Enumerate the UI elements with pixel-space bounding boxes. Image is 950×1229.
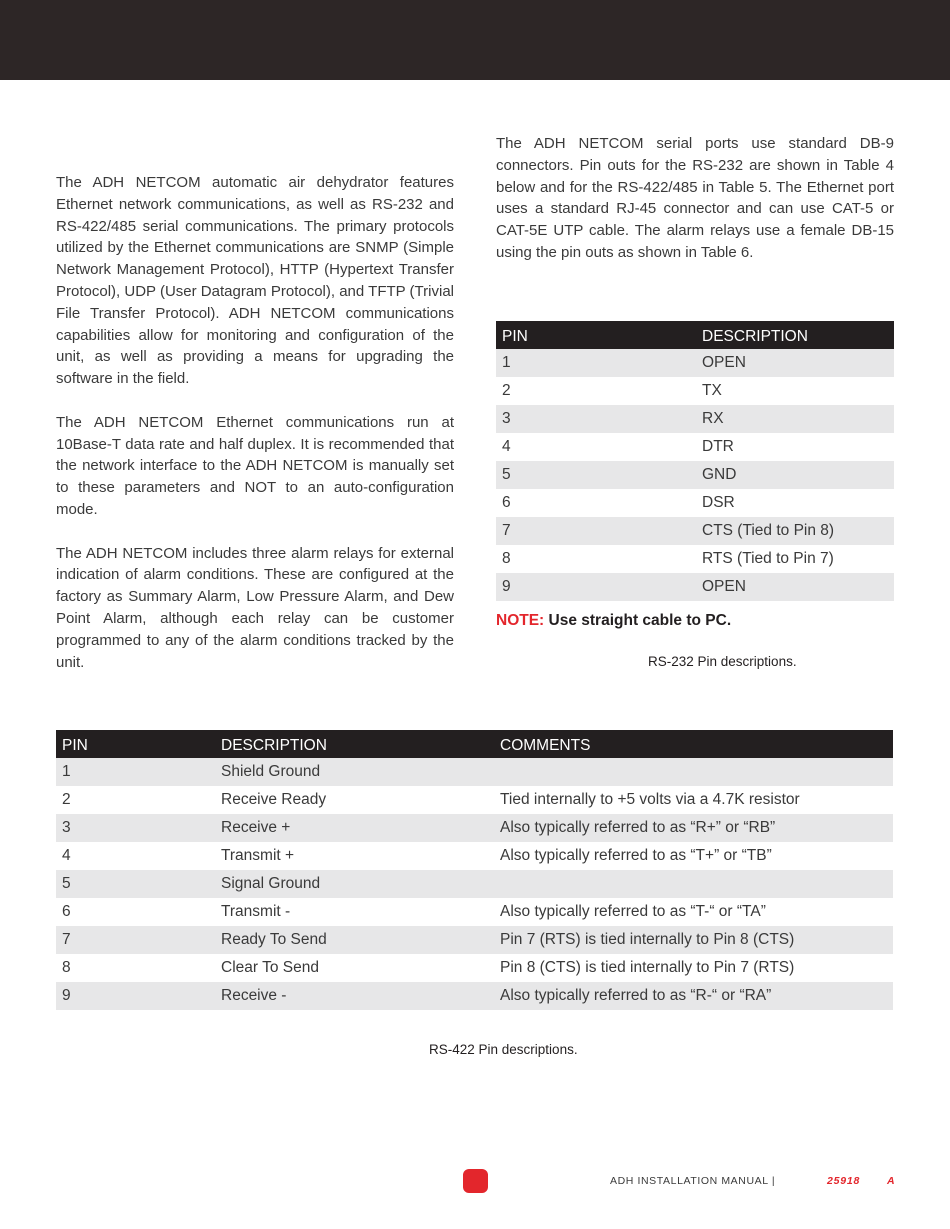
table-row — [496, 377, 894, 405]
description-cell: GND — [696, 461, 894, 489]
comments-cell: Tied internally to +5 volts via a 4.7K resistor — [500, 791, 800, 808]
pin-cell: 3 — [496, 405, 696, 433]
description-cell: Ready To Send — [215, 926, 494, 954]
description-cell: Receive + — [215, 814, 494, 842]
table-row — [496, 545, 894, 573]
table-row — [496, 573, 894, 601]
description-cell: DTR — [702, 438, 734, 455]
rs232-table-caption: RS-232 Pin descriptions. — [648, 654, 797, 669]
pin-cell: 2 — [62, 791, 71, 808]
ethernet-paragraph: The ADH NETCOM Ethernet communications run at 10Base-T data rate and half duplex. It is recommended that the network interface to the ADH NETCOM is manually set to these parameters and NOT to an auto-configuration mode. — [56, 413, 454, 518]
description-cell: CTS (Tied to Pin 8) — [696, 517, 894, 545]
intro-paragraph: The ADH NETCOM automatic air dehydrator features Ethernet network communications, as well as RS-232 and RS-422/485 serial communications. The primary protocols utilized by the Ethernet communications are SNMP (Simple Network Management Protocol), HTTP (Hypertext Transfer Protocol), UDP (User Datagram Protocol), and TFTP (Trivial File Transfer Protocol). ADH NETCOM communications capabilities allow for monitoring and configuration of the unit, as well as providing a means for upgrading the software in the field. — [56, 174, 454, 388]
pin-cell: 9 — [56, 982, 215, 1010]
column-header-pin: PIN — [496, 321, 696, 349]
comments-cell: Also typically referred to as “T+” or “TB” — [500, 847, 772, 864]
alarm-relays-paragraph: The ADH NETCOM includes three alarm relays for external indication of alarm conditions. These are configured at the factory as Summary Alarm, Low Pressure Alarm, and Dew Point Alarm, although each relay can be customer programmed to any of the alarm conditions tracked by the unit. — [56, 544, 454, 671]
cable-note — [496, 612, 731, 630]
table-row — [56, 786, 893, 814]
rs422-pin-table — [56, 730, 893, 1010]
column-header-description: DESCRIPTION — [215, 730, 494, 758]
footer-doc-number: 25918 — [827, 1175, 861, 1187]
description-cell: Receive Ready — [221, 791, 327, 808]
pin-cell: 7 — [496, 517, 696, 545]
description-cell: RX — [696, 405, 894, 433]
column-header-pin: PIN — [56, 730, 215, 758]
pin-cell: 8 — [62, 959, 71, 976]
footer-revision: A — [887, 1175, 895, 1187]
pin-cell: 4 — [502, 438, 511, 455]
pin-cell: 6 — [62, 903, 71, 920]
comments-cell: Also typically referred to as “R-“ or “RA” — [494, 982, 893, 1010]
table-row — [56, 926, 893, 954]
pin-cell: 2 — [502, 382, 511, 399]
table-row — [496, 461, 894, 489]
table-row — [496, 433, 894, 461]
table-row — [56, 758, 893, 786]
page-badge — [463, 1169, 488, 1193]
pin-cell: 6 — [502, 494, 511, 511]
pin-cell: 7 — [56, 926, 215, 954]
note-label: NOTE: — [496, 612, 545, 629]
description-cell: TX — [702, 382, 722, 399]
pin-cell: 8 — [502, 550, 511, 567]
description-cell: RTS (Tied to Pin 7) — [702, 550, 834, 567]
pin-cell: 1 — [56, 758, 215, 786]
left-text-column — [56, 172, 454, 695]
description-cell: Transmit + — [221, 847, 295, 864]
table-row — [496, 517, 894, 545]
description-cell: Signal Ground — [215, 870, 494, 898]
comments-cell — [494, 870, 893, 898]
description-cell: OPEN — [696, 573, 894, 601]
pin-cell: 5 — [496, 461, 696, 489]
comments-cell: Also typically referred to as “R+” or “RB” — [494, 814, 893, 842]
table-header-row — [56, 730, 893, 758]
table-row — [56, 814, 893, 842]
note-text: Use straight cable to PC. — [548, 612, 732, 629]
table-row — [56, 982, 893, 1010]
right-text-column — [496, 133, 894, 286]
table-row — [56, 842, 893, 870]
pin-cell: 5 — [56, 870, 215, 898]
description-cell: Clear To Send — [221, 959, 319, 976]
table-row — [496, 489, 894, 517]
table-header-row — [496, 321, 894, 349]
table-row — [56, 898, 893, 926]
rs422-table-caption: RS-422 Pin descriptions. — [429, 1042, 578, 1057]
table-row — [56, 954, 893, 982]
pin-cell: 1 — [496, 349, 696, 377]
table-row — [496, 405, 894, 433]
pin-cell: 4 — [62, 847, 71, 864]
column-header-description: DESCRIPTION — [696, 321, 894, 349]
footer-manual-label: ADH INSTALLATION MANUAL | — [610, 1175, 776, 1187]
comments-cell: Pin 8 (CTS) is tied internally to Pin 7 (RTS) — [500, 959, 795, 976]
comments-cell: Also typically referred to as “T-“ or “TA” — [500, 903, 766, 920]
pin-cell: 3 — [56, 814, 215, 842]
column-header-comments: COMMENTS — [494, 730, 893, 758]
rs232-pin-table — [496, 321, 894, 601]
pin-cell: 9 — [496, 573, 696, 601]
top-header-bar — [0, 0, 950, 80]
table-row — [496, 349, 894, 377]
table-row — [56, 870, 893, 898]
description-cell: Receive - — [215, 982, 494, 1010]
description-cell: OPEN — [696, 349, 894, 377]
description-cell: DSR — [702, 494, 735, 511]
description-cell: Transmit - — [221, 903, 291, 920]
description-cell: Shield Ground — [215, 758, 494, 786]
comments-cell: Pin 7 (RTS) is tied internally to Pin 8 (CTS) — [494, 926, 893, 954]
comments-cell — [494, 758, 893, 786]
serial-ports-paragraph: The ADH NETCOM serial ports use standard DB-9 connectors. Pin outs for the RS-232 are shown in Table 4 below and for the RS-422/485 in Table 5. The Ethernet port uses a standard RJ-45 connector and can use CAT-5 or CAT-5E UTP cable. The alarm relays use a female DB-15 using the pin outs as shown in Table 6. — [496, 135, 894, 261]
